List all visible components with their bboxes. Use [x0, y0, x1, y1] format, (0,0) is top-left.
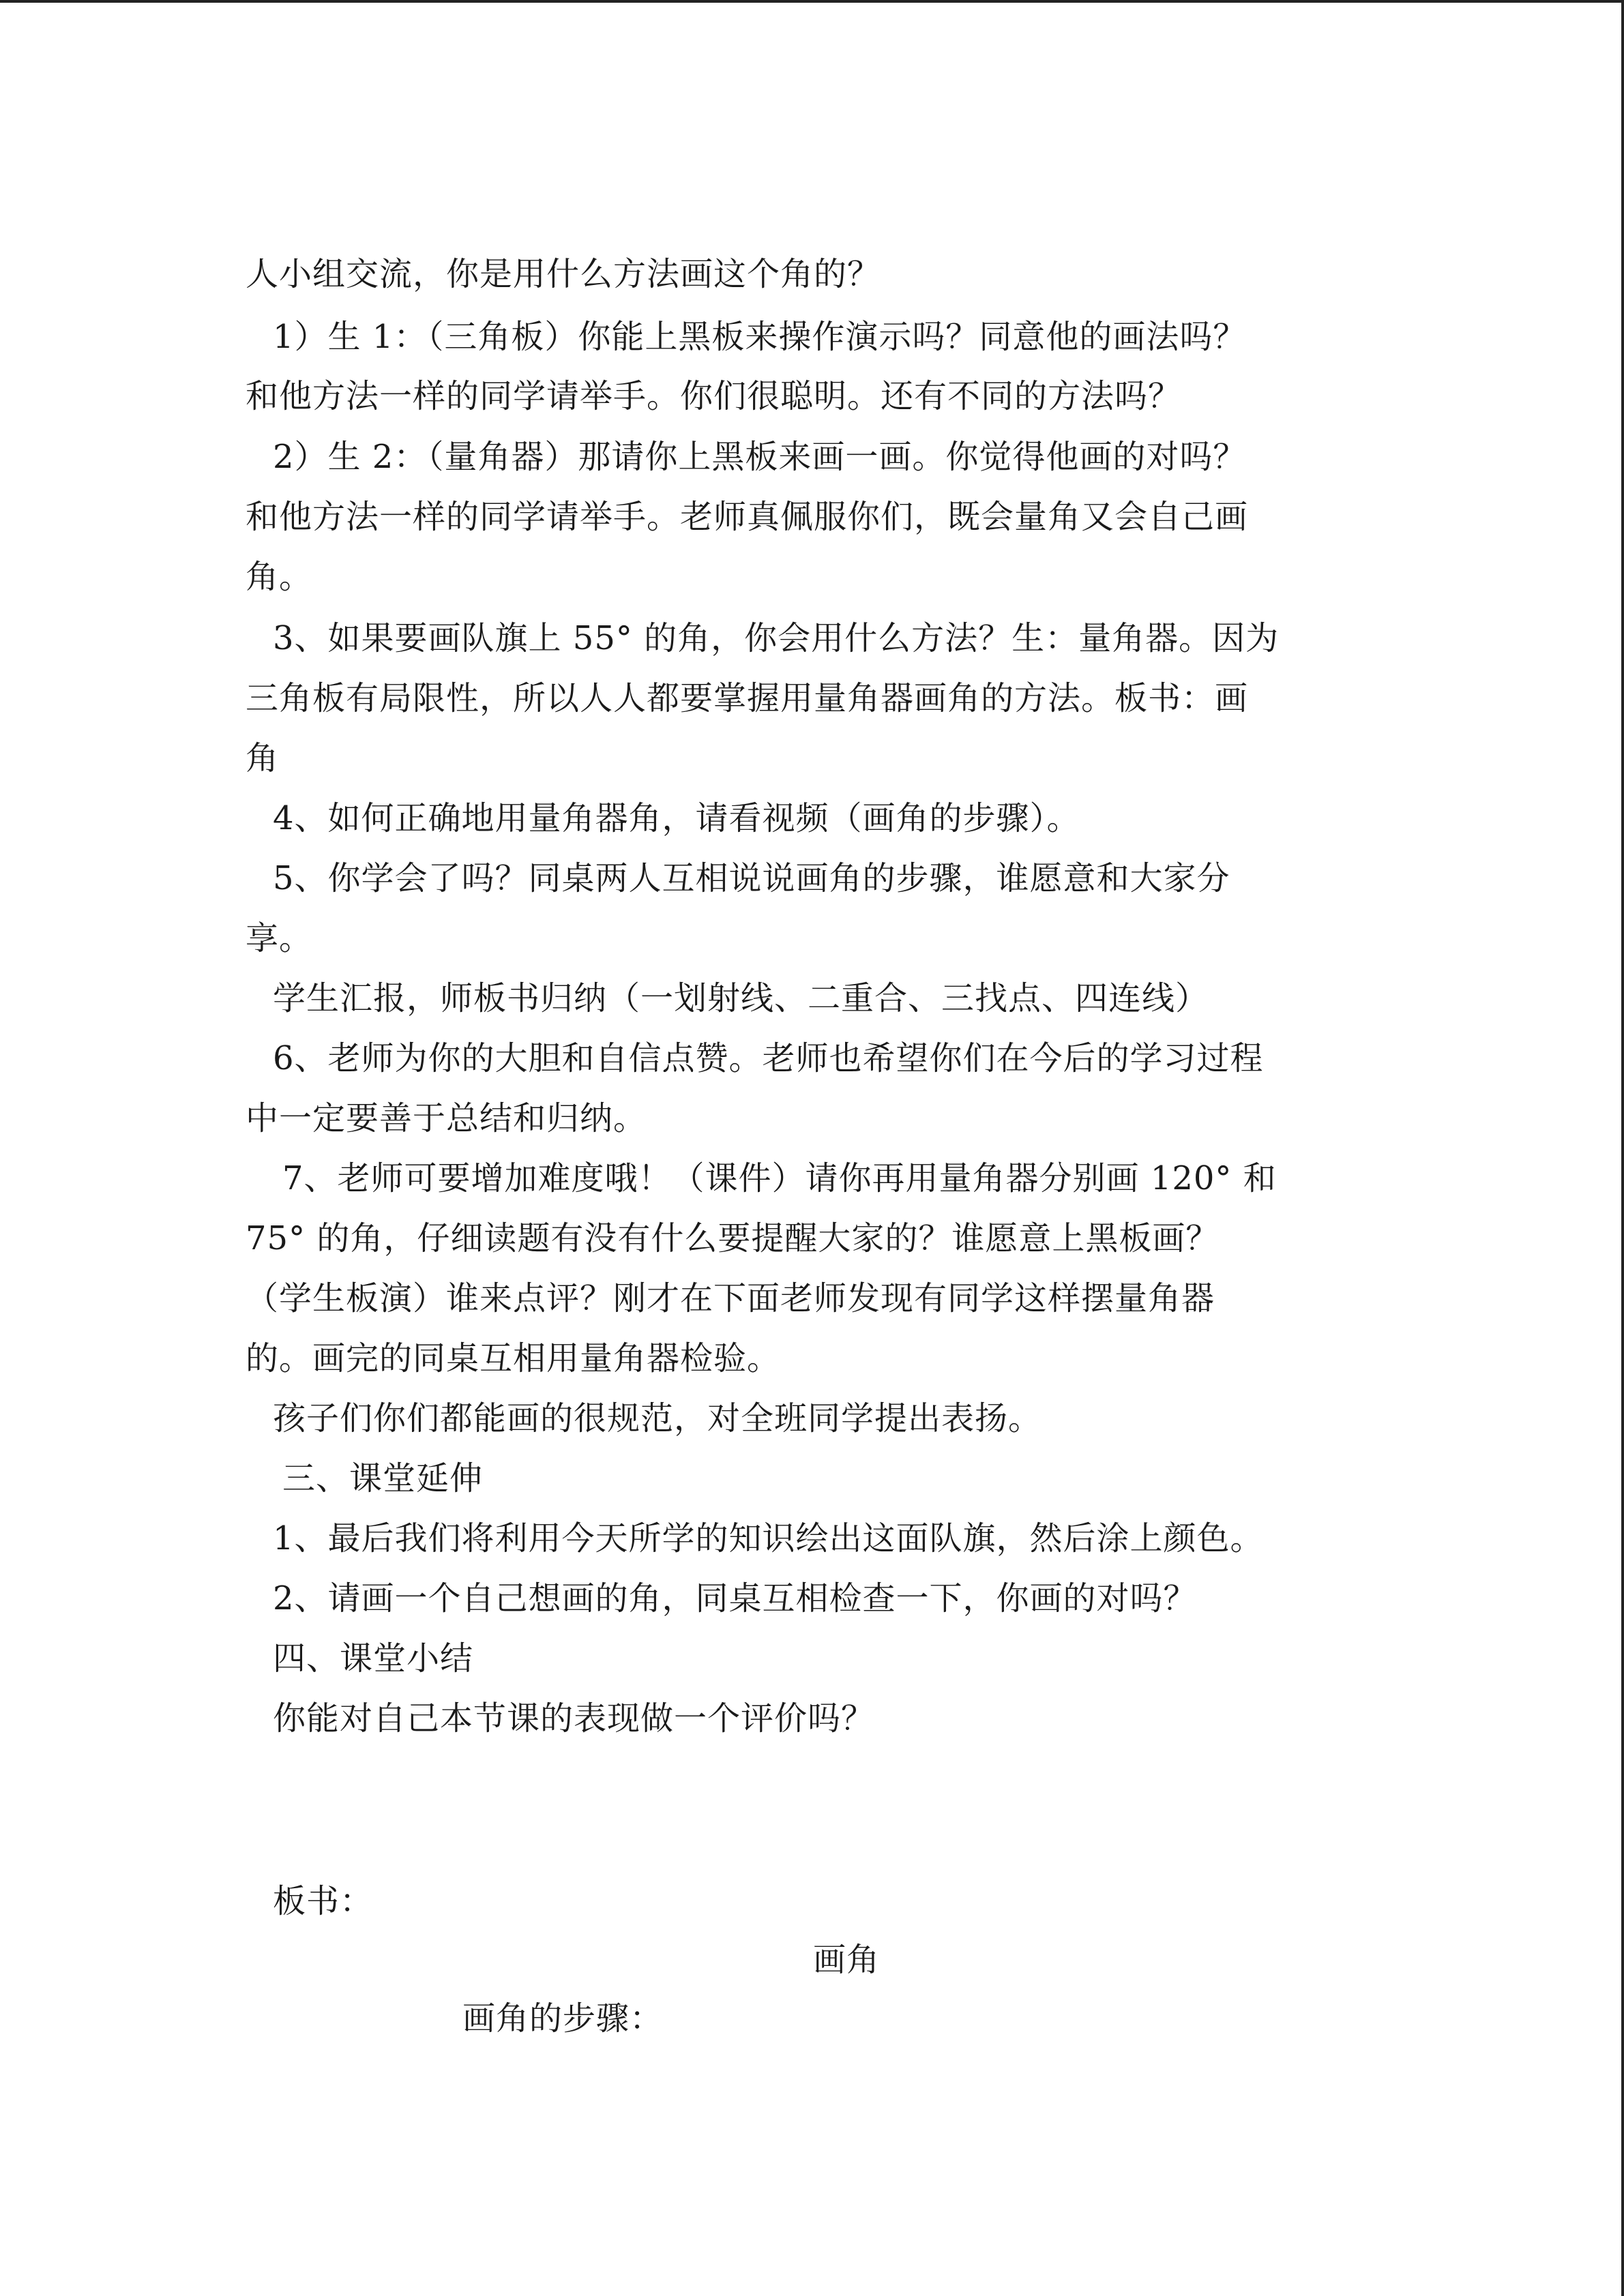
section-heading: 三、课堂延伸: [282, 1459, 484, 1497]
text-line: 7、老师可要增加难度哦！（课件）请你再用量角器分别画 120° 和: [282, 1159, 1277, 1197]
text-line: 孩子们你们都能画的很规范，对全班同学提出表扬。: [273, 1399, 1042, 1437]
text-line: 3、如果要画队旗上 55° 的角，你会用什么方法？生：量角器。因为: [273, 619, 1280, 657]
text-line: 人小组交流，你是用什么方法画这个角的？: [246, 255, 881, 293]
text-line: 和他方法一样的同学请举手。老师真佩服你们，既会量角又会自己画: [246, 498, 1249, 536]
text-line: 三角板有局限性，所以人人都要掌握用量角器画角的方法。板书：画: [246, 679, 1249, 717]
text-line: 中一定要善于总结和归纳。: [246, 1099, 647, 1137]
text-line: 角。: [246, 558, 313, 596]
board-title: 画角: [813, 1941, 881, 1979]
text-line: 和他方法一样的同学请举手。你们很聪明。还有不同的方法吗？: [246, 377, 1182, 415]
page-right-border: [1621, 0, 1624, 2296]
text-line: 5、你学会了吗？同桌两人互相说说画角的步骤，谁愿意和大家分: [273, 859, 1230, 897]
board-label: 板书：: [273, 1882, 374, 1920]
text-line: 2）生 2：（量角器）那请你上黑板来画一画。你觉得他画的对吗？: [273, 438, 1247, 476]
text-line: 享。: [246, 919, 313, 957]
text-line: 75° 的角，仔细读题有没有什么要提醒大家的？谁愿意上黑板画？: [246, 1219, 1220, 1257]
text-line: 角: [246, 739, 280, 777]
text-line: 你能对自己本节课的表现做一个评价吗？: [273, 1699, 875, 1738]
text-line: 学生汇报，师板书归纳（一划射线、二重合、三找点、四连线）: [273, 979, 1209, 1017]
text-line: 1、最后我们将利用今天所学的知识绘出这面队旗，然后涂上颜色。: [273, 1519, 1264, 1557]
text-line: 4、如何正确地用量角器角，请看视频（画角的步骤）。: [273, 799, 1080, 837]
section-heading: 四、课堂小结: [273, 1639, 474, 1678]
page-top-border: [0, 0, 1624, 3]
text-line: 2、请画一个自己想画的角，同桌互相检查一下，你画的对吗？: [273, 1579, 1197, 1617]
text-line: 的。画完的同桌互相用量角器检验。: [246, 1339, 781, 1377]
text-line: 1）生 1：（三角板）你能上黑板来操作演示吗？同意他的画法吗？: [273, 318, 1247, 356]
text-line: （学生板演）谁来点评？刚才在下面老师发现有同学这样摆量角器: [246, 1279, 1215, 1317]
text-line: 6、老师为你的大胆和自信点赞。老师也希望你们在今后的学习过程: [273, 1039, 1264, 1077]
board-steps: 画角的步骤：: [462, 1999, 664, 2038]
